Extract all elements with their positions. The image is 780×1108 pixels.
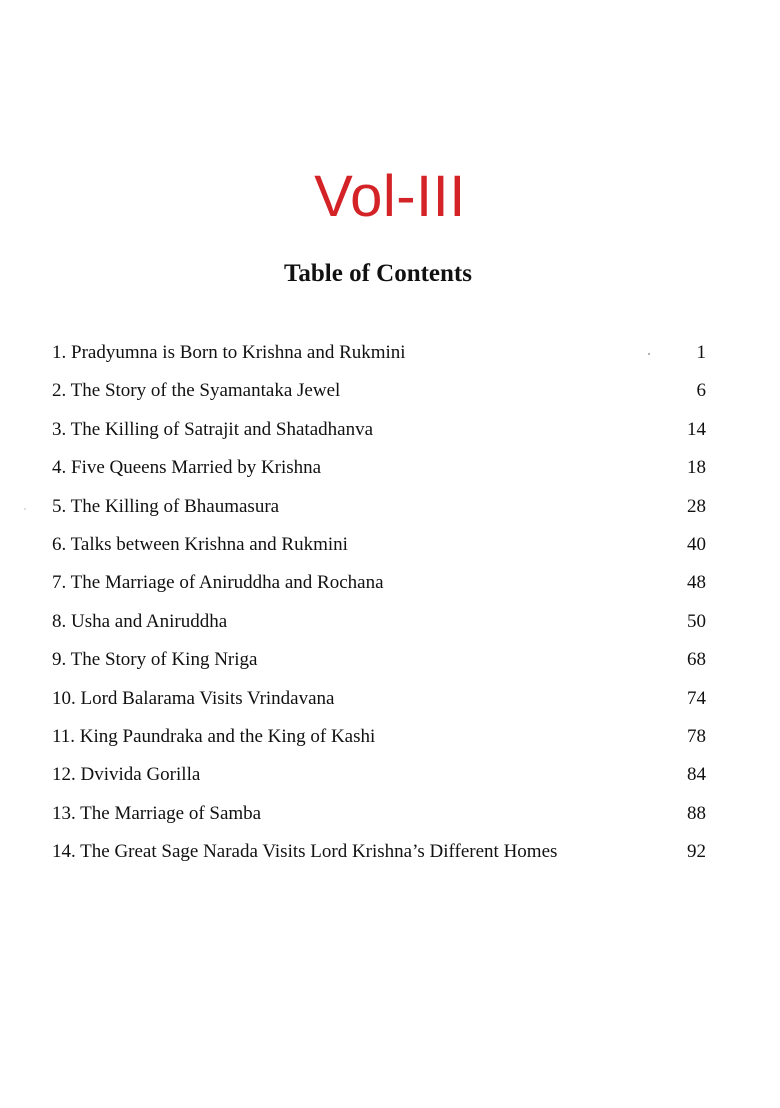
toc-entry <box>52 528 706 566</box>
toc-entry-title: 4. Five Queens Married by Krishna <box>52 457 322 479</box>
toc-entry <box>52 758 706 796</box>
volume-title: Vol-III <box>314 164 466 229</box>
toc-entry-page: 14 <box>687 418 706 440</box>
toc-entry <box>52 835 706 873</box>
toc-entry-title: 3. The Killing of Satrajit and Shatadhanva <box>52 418 373 440</box>
toc-entry-title: 14. The Great Sage Narada Visits Lord Krishna’s Different Homes <box>52 841 558 863</box>
toc-entry-title: 9. The Story of King Nriga <box>52 649 258 671</box>
toc-entry <box>52 413 706 451</box>
toc-entry-page: 78 <box>687 725 706 747</box>
toc-list <box>52 336 706 873</box>
toc-entry-page: 1 <box>696 342 706 363</box>
toc-entry-page: 74 <box>687 687 706 709</box>
toc-entry-page: 88 <box>687 802 706 824</box>
toc-entry-title: 11. King Paundraka and the King of Kashi <box>52 725 376 747</box>
paper-speck <box>648 353 650 355</box>
toc-entry-page: 92 <box>687 841 706 863</box>
toc-entry-page: 50 <box>687 610 706 632</box>
toc-entry <box>52 720 706 758</box>
toc-entry-title: 5. The Killing of Bhaumasura <box>52 495 280 517</box>
toc-entry <box>52 682 706 720</box>
toc-entry-page: 84 <box>687 764 706 786</box>
toc-entry-page: 68 <box>687 649 706 671</box>
toc-entry-page: 28 <box>687 495 706 517</box>
toc-entry-title: 6. Talks between Krishna and Rukmini <box>52 533 348 555</box>
toc-entry-title: 2. The Story of the Syamantaka Jewel <box>52 380 341 402</box>
toc-entry-title: 13. The Marriage of Samba <box>52 802 262 824</box>
toc-entry <box>52 374 706 412</box>
toc-entry-title: 10. Lord Balarama Visits Vrindavana <box>52 687 335 709</box>
toc-entry <box>52 566 706 604</box>
toc-entry-page: 6 <box>696 380 706 402</box>
toc-entry-title: 12. Dvivida Gorilla <box>52 764 201 786</box>
toc-entry <box>52 451 706 489</box>
toc-entry-title: 1. Pradyumna is Born to Krishna and Rukmini <box>52 342 406 363</box>
toc-entry-title: 7. The Marriage of Aniruddha and Rochana <box>52 572 384 594</box>
toc-entry-page: 18 <box>687 457 706 479</box>
toc-entry-title: 8. Usha and Aniruddha <box>52 610 228 632</box>
toc-entry-page: 40 <box>687 533 706 555</box>
toc-entry <box>52 643 706 681</box>
toc-entry <box>52 797 706 835</box>
toc-entry <box>52 336 706 374</box>
toc-entry <box>52 605 706 643</box>
paper-speck <box>24 508 26 510</box>
toc-entry-page: 48 <box>687 572 706 594</box>
toc-entry <box>52 490 706 528</box>
toc-heading: Table of Contents <box>284 260 472 287</box>
